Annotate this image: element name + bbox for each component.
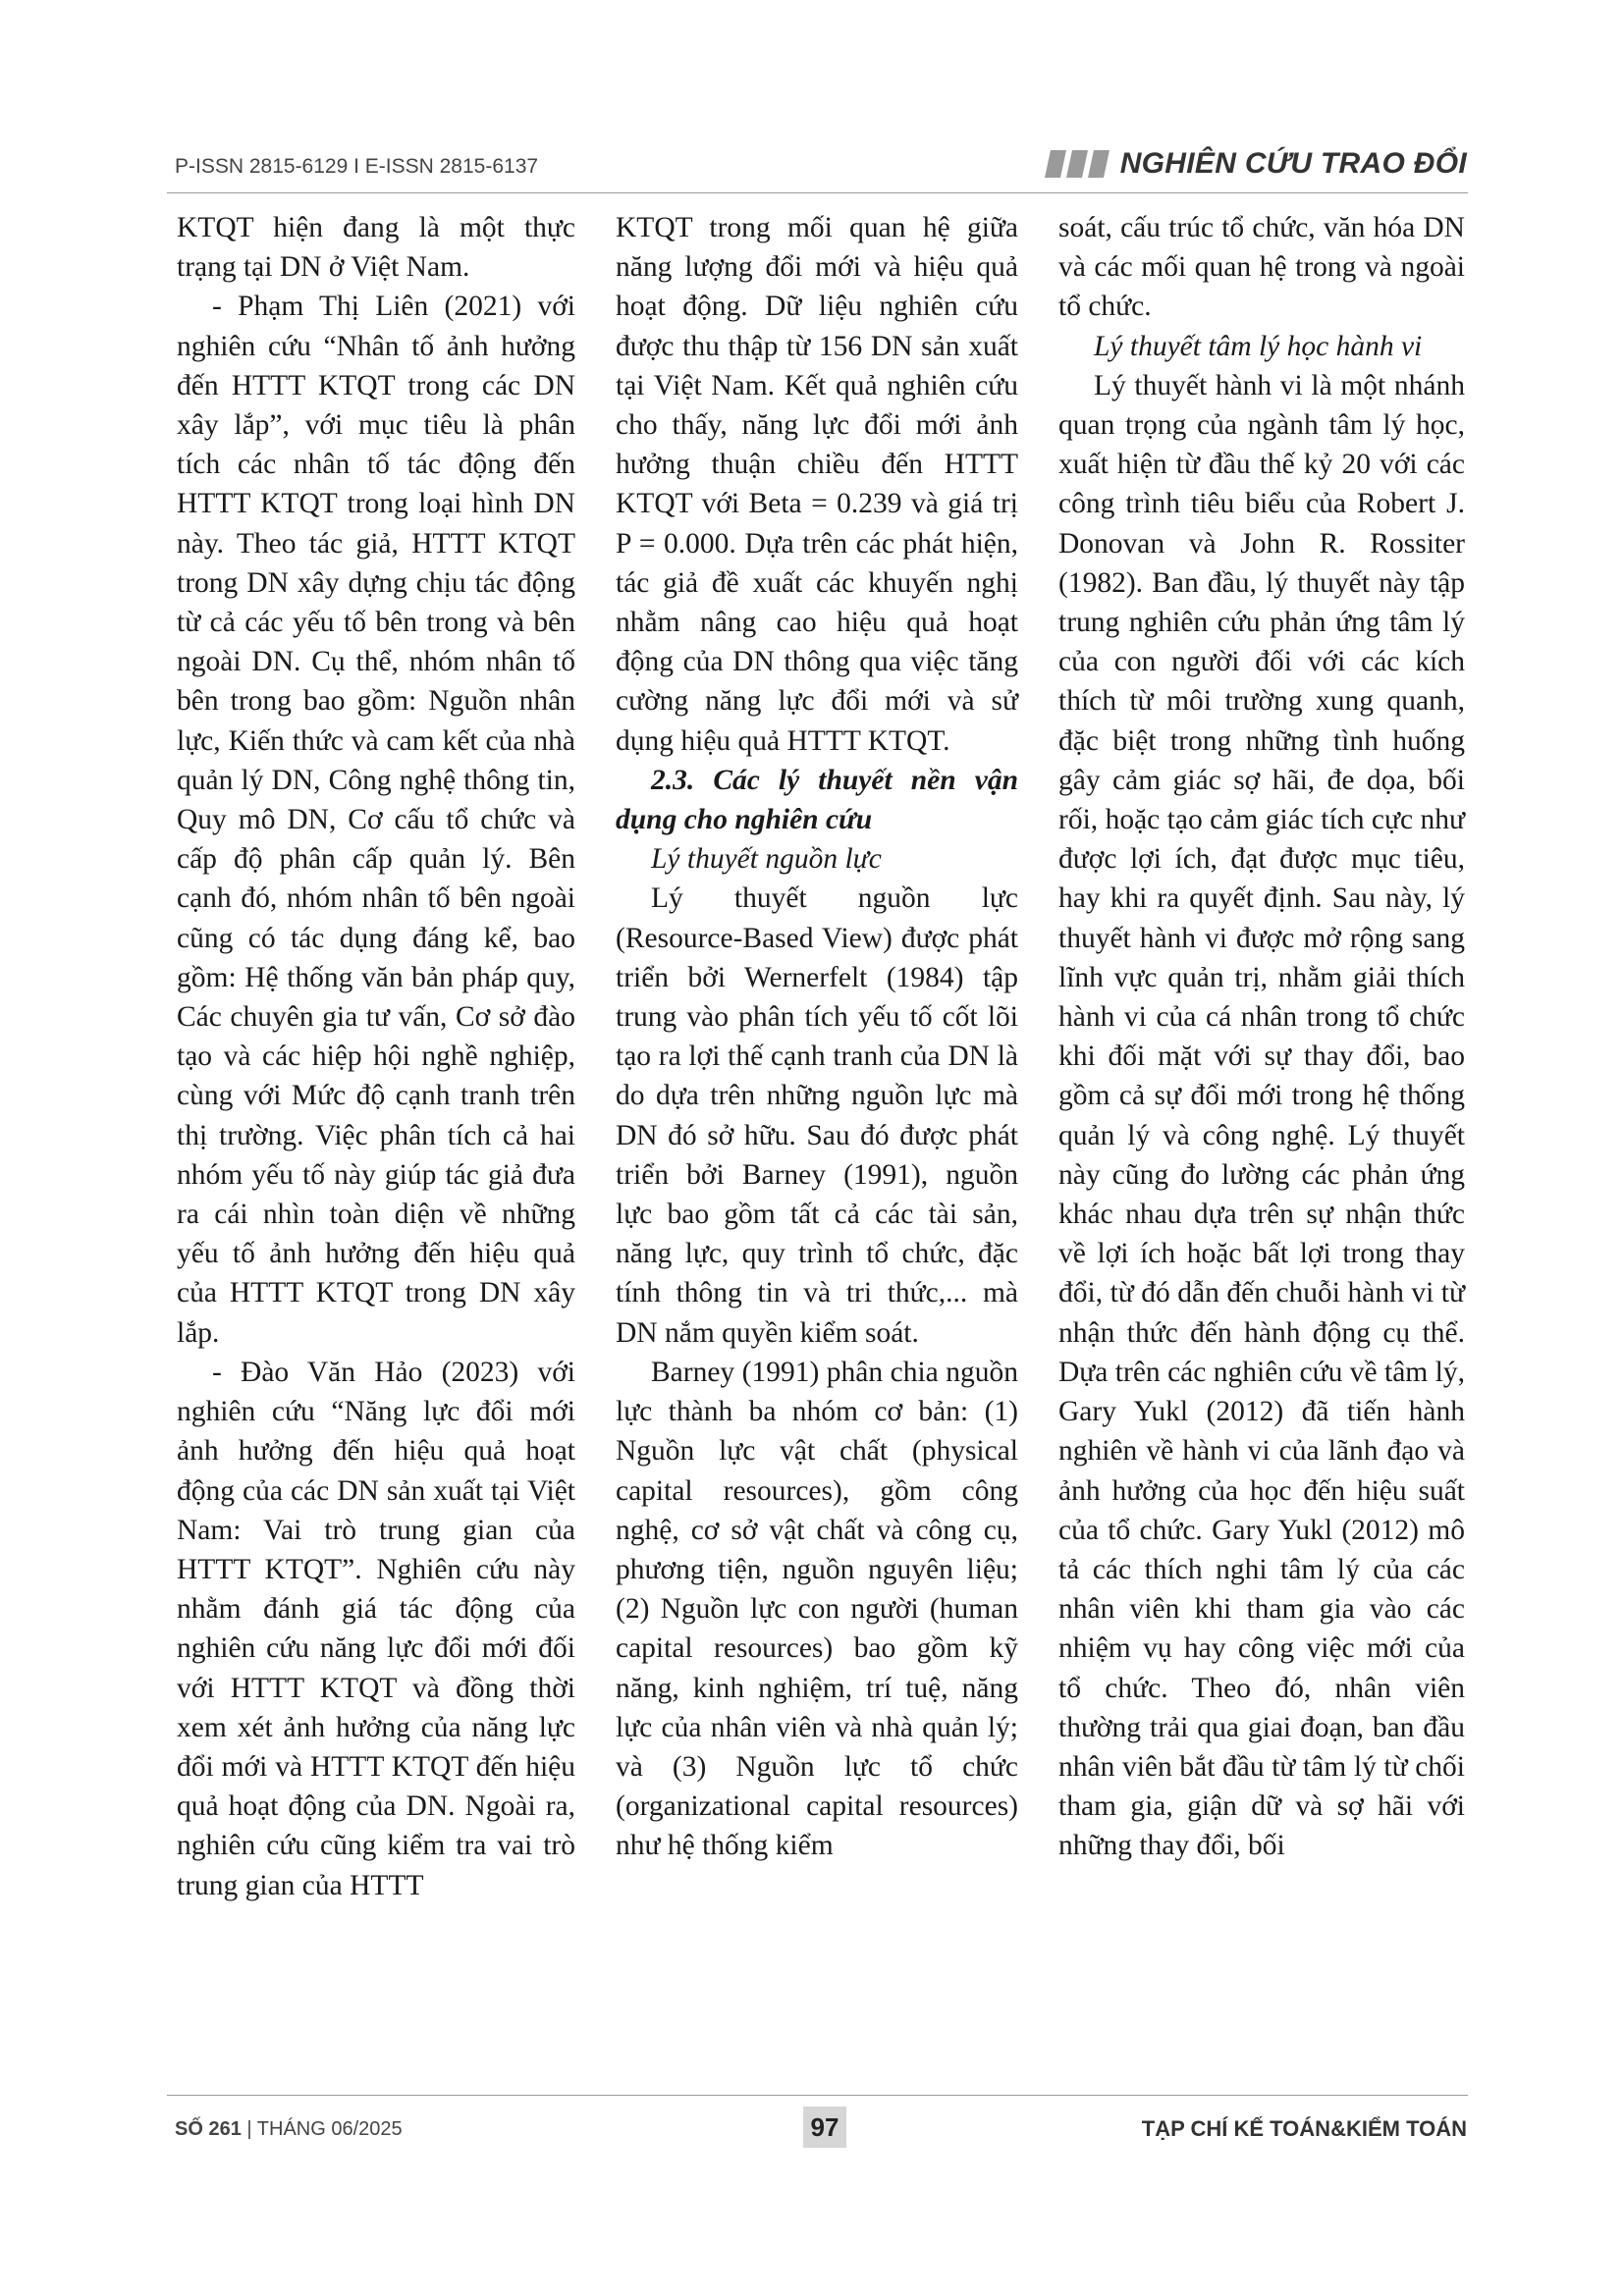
page-number: 97 bbox=[803, 2107, 846, 2148]
column-1 bbox=[177, 208, 575, 1905]
issue-number: SỐ 261 bbox=[175, 2118, 242, 2140]
issue-month: THÁNG 06/2025 bbox=[256, 2118, 403, 2140]
issue-separator: | bbox=[241, 2118, 257, 2140]
section-label: NGHIÊN CỨU TRAO ĐỔI bbox=[1119, 147, 1467, 180]
section-bars-decoration bbox=[1048, 150, 1107, 178]
subheading: Lý thuyết nguồn lực bbox=[651, 843, 882, 876]
issue-info bbox=[175, 2118, 403, 2141]
page-header bbox=[175, 147, 1467, 187]
paragraph: Lý thuyết hành vi là một nhánh quan trọng của ngành tâm lý học, xuất hiện từ đầu thế kỷ 20 với các công trình tiêu biểu của Robert J. Donovan và John R. Rossiter (1982). Ban đầu, lý thuyết này tập trung nghiên cứu phản ứng tâm lý của con người đối với các kích thích từ môi trường xung quanh, đặc biệt trong những tình huống gây cảm giác sợ hãi, đe dọa, bối rối, hoặc tạo cảm giác tích cực như được lợi ích, đạt được mục tiêu, hay khi ra quyết định. Sau này, lý thuyết hành vi được mở rộng sang lĩnh vực quản trị, nhằm giải thích hành vi của cá nhân trong tổ chức khi đối mặt với sự thay đổi, bao gồm cả sự đổi mới trong hệ thống quản lý và công nghệ. Lý thuyết này cũng đo lường các phản ứng khác nhau dựa trên sự nhận thức về lợi ích hoặc bất lợi trong thay đổi, từ đó dẫn đến chuỗi hành vi từ nhận thức đến hành động cụ thể. Dựa trên các nghiên cứu về tâm lý, Gary Yukl (2012) đã tiến hành nghiên về hành vi của lãnh đạo và ảnh hưởng của học đến hiệu suất của tổ chức. Gary Yukl (2012) mô tả các thích nghi tâm lý của các nhân viên khi tham gia vào các nhiệm vụ hay công việc mới của tổ chức. Theo đó, nhân viên thường trải qua giai đoạn, ban đầu nhân viên bắt đầu từ tâm lý từ chối tham gia, giận dữ và sợ hãi với những thay đổi, bối bbox=[1058, 369, 1465, 1862]
issn-line: P-ISSN 2815-6129 I E-ISSN 2815-6137 bbox=[175, 155, 539, 178]
paragraph: KTQT trong mối quan hệ giữa năng lượng đổi mới và hiệu quả hoạt động. Dữ liệu nghiên cứu được thu thập từ 156 DN sản xuất tại Việt Nam. Kết quả nghiên cứu cho thấy, năng lực đổi mới ảnh hưởng thuận chiều đến HTTT KTQT với Beta = 0.239 và giá trị P = 0.000. Dựa trên các phát hiện, tác giả đề xuất các khuyến nghị nhằm nâng cao hiệu quả hoạt động của DN thông qua việc tăng cường năng lực đổi mới và sử dụng hiệu quả HTTT KTQT. bbox=[616, 212, 1018, 757]
header-rule bbox=[167, 192, 1468, 193]
paragraph: - Phạm Thị Liên (2021) với nghiên cứu “Nhân tố ảnh hưởng đến HTTT KTQT trong các DN xây lắp”, với mục tiêu là phân tích các nhân tố tác động đến HTTT KTQT trong loại hình DN này. Theo tác giả, HTTT KTQT trong DN xây dựng chịu tác động từ cả các yếu tố bên trong và bên ngoài DN. Cụ thể, nhóm nhân tố bên trong bao gồm: Nguồn nhân lực, Kiến thức và cam kết của nhà quản lý DN, Công nghệ thông tin, Quy mô DN, Cơ cấu tổ chức và cấp độ phân cấp quản lý. Bên cạnh đó, nhóm nhân tố bên ngoài cũng có tác dụng đáng kể, bao gồm: Hệ thống văn bản pháp quy, Các chuyên gia tư vấn, Cơ sở đào tạo và các hiệp hội nghề nghiệp, cùng với Mức độ cạnh tranh trên thị trường. Việc phân tích cả hai nhóm yếu tố này giúp tác giả đưa ra cái nhìn toàn diện về những yếu tố ảnh hưởng đến hiệu quả của HTTT KTQT trong DN xây lắp. bbox=[177, 291, 575, 1349]
paragraph: Lý thuyết nguồn lực (Resource-Based View) được phát triển bởi Wernerfelt (1984) tập trung vào phân tích yếu tố cốt lõi tạo ra lợi thế cạnh tranh của DN là do dựa trên những nguồn lực mà DN đó sở hữu. Sau đó được phát triển bởi Barney (1991), nguồn lực bao gồm tất cả các tài sản, năng lực, quy trình tổ chức, đặc tính thông tin và tri thức,... mà DN nắm quyền kiểm soát. bbox=[616, 882, 1018, 1349]
column-2 bbox=[616, 208, 1018, 1866]
column-3 bbox=[1058, 208, 1465, 1866]
paragraph: - Đào Văn Hảo (2023) với nghiên cứu “Năng lực đổi mới ảnh hưởng đến hiệu quả hoạt động của các DN sản xuất tại Việt Nam: Vai trò trung gian của HTTT KTQT”. Nghiên cứu này nhằm đánh giá tác động của nghiên cứu năng lực đổi mới đối với HTTT KTQT và đồng thời xem xét ảnh hưởng của năng lực đổi mới và HTTT KTQT đến hiệu quả hoạt động của DN. Ngoài ra, nghiên cứu cũng kiểm tra vai trò trung gian của HTTT bbox=[177, 1356, 575, 1901]
footer-rule bbox=[167, 2095, 1468, 2096]
journal-name: TẠP CHÍ KẾ TOÁN&KIỂM TOÁN bbox=[1141, 2116, 1467, 2141]
paragraph: soát, cấu trúc tổ chức, văn hóa DN và các mối quan hệ trong và ngoài tổ chức. bbox=[1058, 212, 1465, 323]
paragraph: KTQT hiện đang là một thực trạng tại DN ở Việt Nam. bbox=[177, 212, 575, 284]
paragraph: Barney (1991) phân chia nguồn lực thành ba nhóm cơ bản: (1) Nguồn lực vật chất (physical capital resources), gồm công nghệ, cơ sở vật chất và công cụ, phương tiện, nguồn nguyên liệu; (2) Nguồn lực con người (human capital resources) bao gồm kỹ năng, kinh nghiệm, trí tuệ, năng lực của nhân viên và nhà quản lý; và (3) Nguồn lực tổ chức (organizational capital resources) như hệ thống kiểm bbox=[616, 1356, 1018, 1862]
section-heading: 2.3. Các lý thuyết nền vận dụng cho nghiên cứu bbox=[616, 764, 1018, 836]
page-footer bbox=[175, 2110, 1467, 2150]
section-title bbox=[1048, 147, 1467, 181]
subheading: Lý thuyết tâm lý học hành vi bbox=[1094, 330, 1423, 362]
